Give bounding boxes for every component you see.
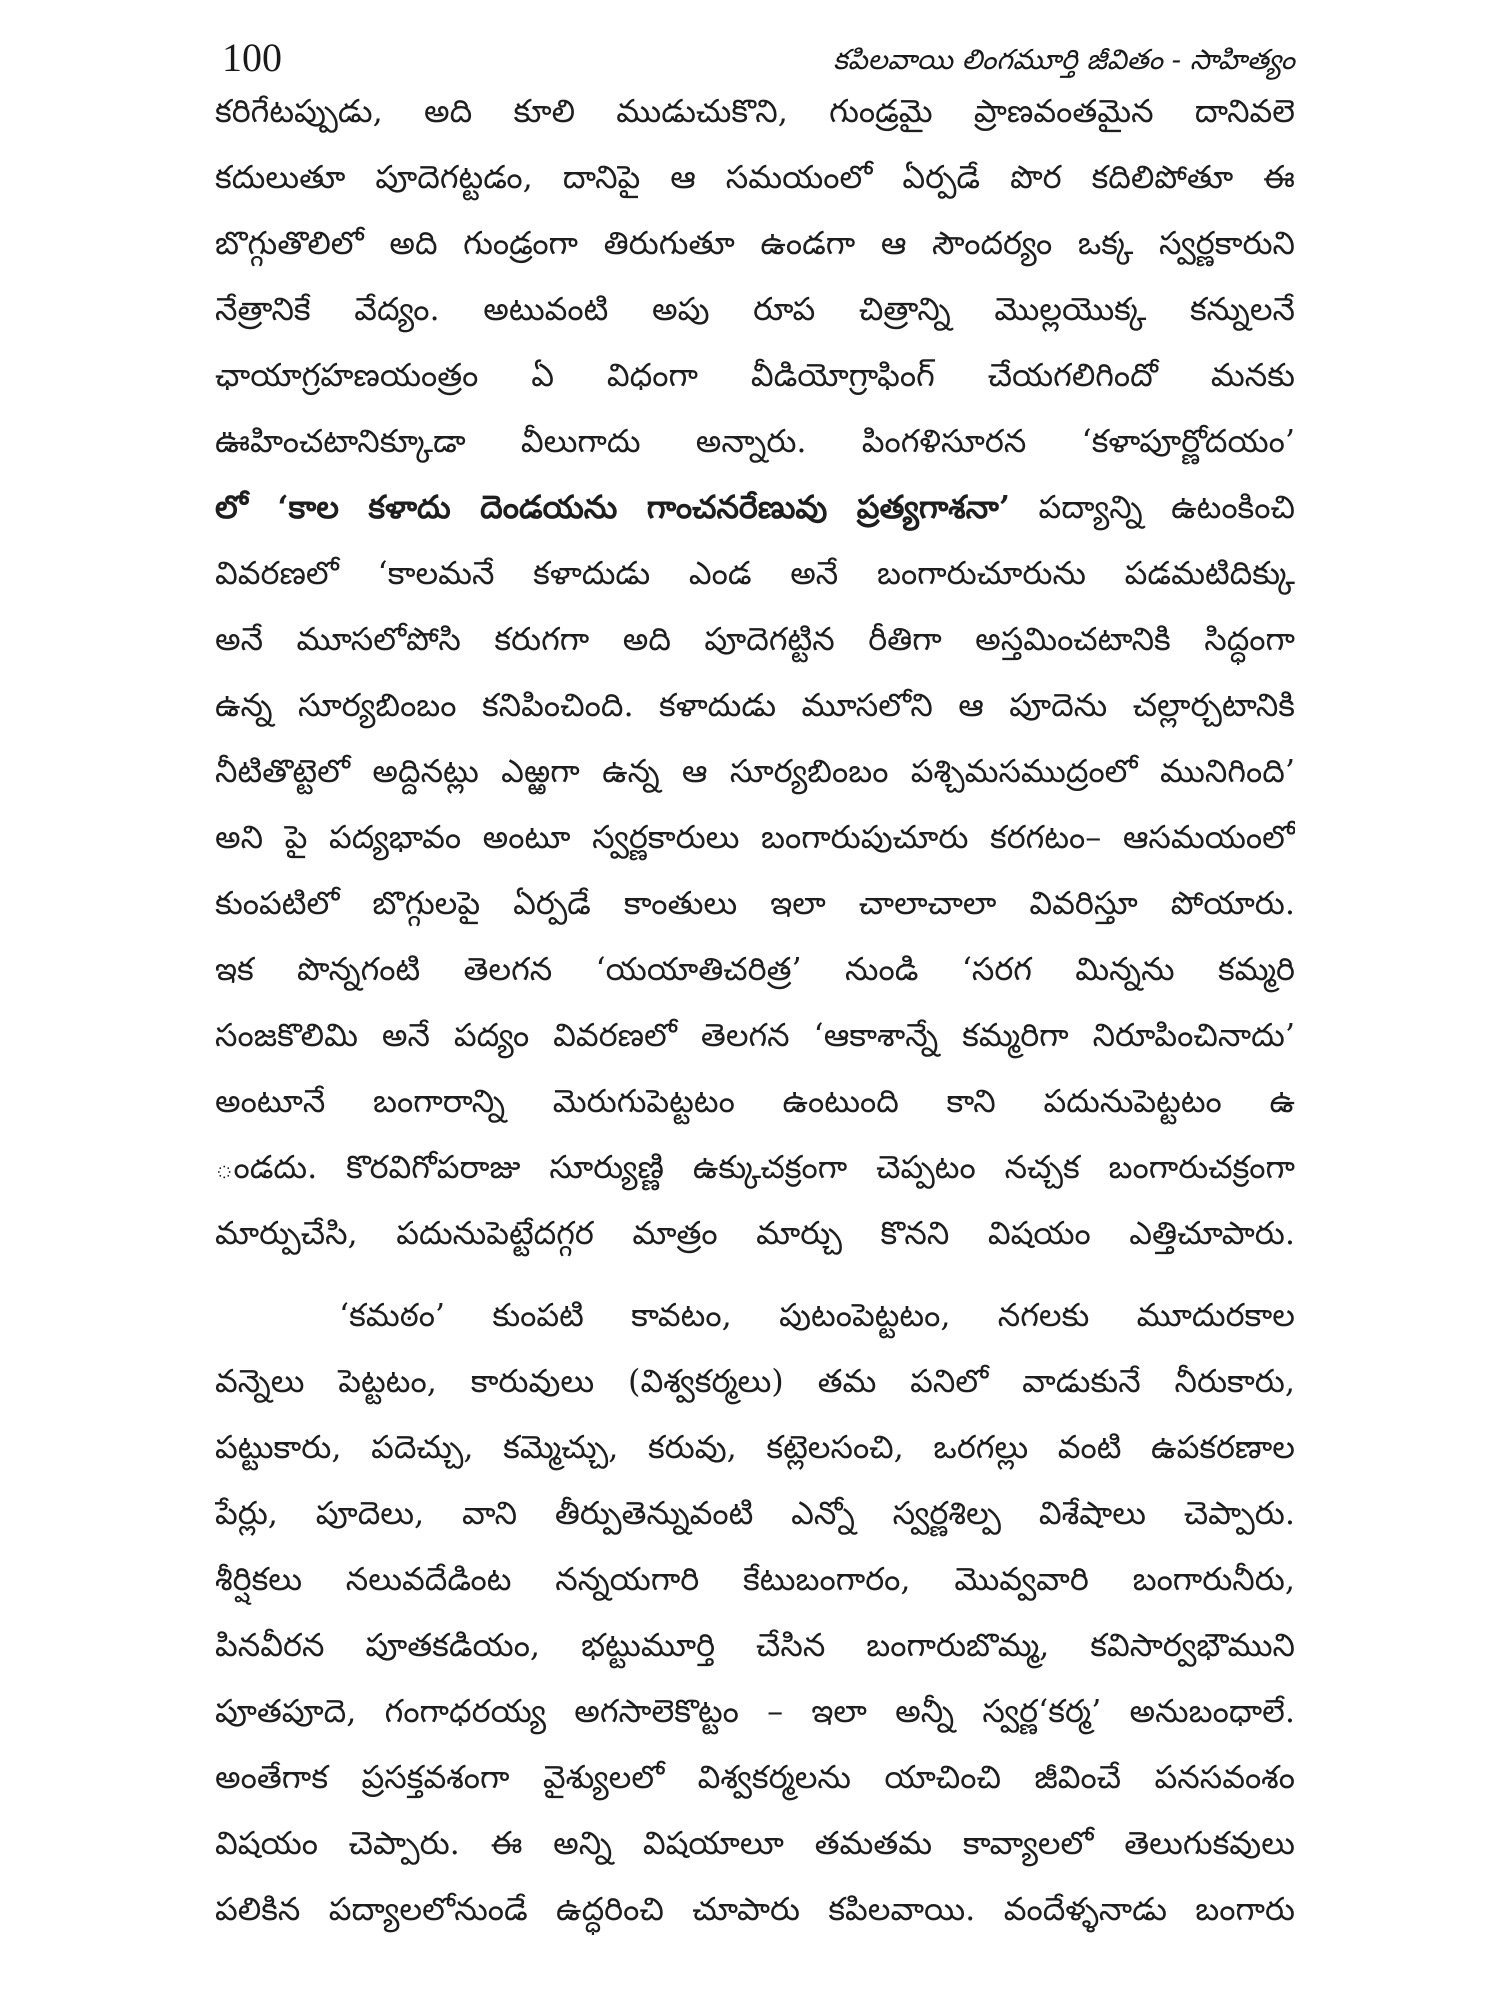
text-line: పినవీరన పూతకడియం, భట్టుమూర్తి చేసిన బంగారుబొమ్మ, కవిసార్వభౌముని (215, 1626, 1295, 1664)
body-text (215, 78, 1295, 1942)
text-line: కదులుతూ పూదెగట్టడం, దానిపై ఆ సమయంలో ఏర్పడే పొర కదిలిపోతూ ఈ (215, 158, 1295, 196)
text-line: నీటితొట్టెలో అద్దినట్లు ఎఱ్ఱగా ఉన్న ఆ సూర్యబింబం పశ్చిమసముద్రంలో మునిగింది’ (215, 752, 1295, 790)
text-line: బొగ్గుతొలిలో అది గుండ్రంగా తిరుగుతూ ఉండగా ఆ సౌందర్యం ఒక్క స్వర్ణకారుని (215, 224, 1295, 262)
text-line: పూతపూదె, గంగాధరయ్య అగసాలెకొట్టం – ఇలా అన్నీ స్వర్ణ‘కర్మ’ అనుబంధాలే. (215, 1692, 1295, 1730)
text-line: ఇక పొన్నగంటి తెలగన ‘యయాతిచరిత్ర’ నుండి ‘సరగ మిన్నను కమ్మరి (215, 950, 1295, 988)
text-line: వివరణలో ‘కాలమనే కళాదుడు ఎండ అనే బంగారుచూరును పడమటిదిక్కు (215, 554, 1295, 592)
text-line: సంజకొలిమి అనే పద్యం వివరణలో తెలగన ‘ఆకాశాన్నే కమ్మరిగా నిరూపించినాదు’ (215, 1016, 1295, 1054)
text-line: వన్నెలు పెట్టటం, కారువులు (విశ్వకర్మలు) తమ పనిలో వాడుకునే నీరుకారు, (215, 1362, 1295, 1400)
page-number: 100 (222, 35, 282, 80)
text-line: ఛాయాగ్రహణయంత్రం ఏ విధంగా వీడియోగ్రాఫింగ్ చేయగలిగిందో మనకు (215, 356, 1295, 394)
paragraph-1 (215, 78, 1295, 1266)
text-line: శీర్షికలు నలువదేడింట నన్నయగారి కేటుబంగారం, మొవ్వవారి బంగారునీరు, (215, 1560, 1295, 1598)
text-line: విషయం చెప్పారు. ఈ అన్ని విషయాలూ తమతమ కావ్యాలలో తెలుగుకవులు (215, 1824, 1295, 1862)
text-line: ఉన్న సూర్యబింబం కనిపించింది. కళాదుడు మూసలోని ఆ పూదెను చల్లార్చటానికి (215, 686, 1295, 724)
text-line: ఊహించటానిక్కూడా వీలుగాదు అన్నారు. పింగళిసూరన ‘కళాపూర్ణోదయం’ (215, 422, 1295, 460)
text-line-indented: ‘కమఠం’ కుంపటి కావటం, పుటంపెట్టటం, నగలకు మూదురకాల (339, 1296, 1295, 1334)
text-line: పలికిన పద్యాలలోనుండే ఉద్ధరించి చూపారు కపిలవాయి. వందేళ్ళనాడు బంగారు (215, 1890, 1295, 1928)
text-segment: పద్యాన్ని ఉటంకించి (1010, 488, 1295, 526)
text-line: కరిగేటప్పుడు, అది కూలి ముడుచుకొని, గుండ్రమై ప్రాణవంతమైన దానివలె (215, 92, 1295, 130)
text-line: పట్టుకారు, పదెచ్చు, కమ్మెచ్చు, కరువు, కట్లెలసంచి, ఒరగల్లు వంటి ఉపకరణాల (215, 1428, 1295, 1466)
text-line: మార్పుచేసి, పదునుపెట్టేదగ్గర మాత్రం మార్చు కొనని విషయం ఎత్తిచూపారు. (215, 1214, 1295, 1252)
text-line: అంటూనే బంగారాన్ని మెరుగుపెట్టటం ఉంటుంది కాని పదునుపెట్టటం ఉ (215, 1082, 1295, 1120)
text-line: కుంపటిలో బొగ్గులపై ఏర్పడే కాంతులు ఇలా చాలాచాలా వివరిస్తూ పోయారు. (215, 884, 1295, 922)
text-line: ండదు. కొరవిగోపరాజు సూర్యుణ్ణి ఉక్కుచక్రంగా చెప్పటం నచ్చక బంగారుచక్రంగా (215, 1148, 1295, 1186)
text-line-with-quote (215, 474, 1295, 540)
running-header: కపిలవాయి లింగమూర్తి జీవితం - సాహిత్యం (833, 43, 1295, 76)
text-line: పేర్లు, పూదెలు, వాని తీర్పుతెన్నువంటి ఎన్నో స్వర్ణశిల్ప విశేషాలు చెప్పారు. (215, 1494, 1295, 1532)
bold-quote: లో ‘కాల కళాదు దెండయను గాంచనరేణువు ప్రత్యగాశనా’ (215, 488, 1011, 526)
paragraph-2 (215, 1282, 1295, 1942)
text-line: అంతేగాక ప్రసక్తవశంగా వైశ్యులలో విశ్వకర్మలను యాచించి జీవించే పనసవంశం (215, 1758, 1295, 1796)
text-line: అనే మూసలోపోసి కరుగగా అది పూదెగట్టిన రీతిగా అస్తమించటానికి సిద్ధంగా (215, 620, 1295, 658)
text-line: నేత్రానికే వేద్యం. అటువంటి అపు రూప చిత్రాన్ని మొల్లయొక్క కన్నులనే (215, 290, 1295, 328)
text-line: అని పై పద్యభావం అంటూ స్వర్ణకారులు బంగారుపుచూరు కరగటం– ఆసమయంలో (215, 818, 1295, 856)
